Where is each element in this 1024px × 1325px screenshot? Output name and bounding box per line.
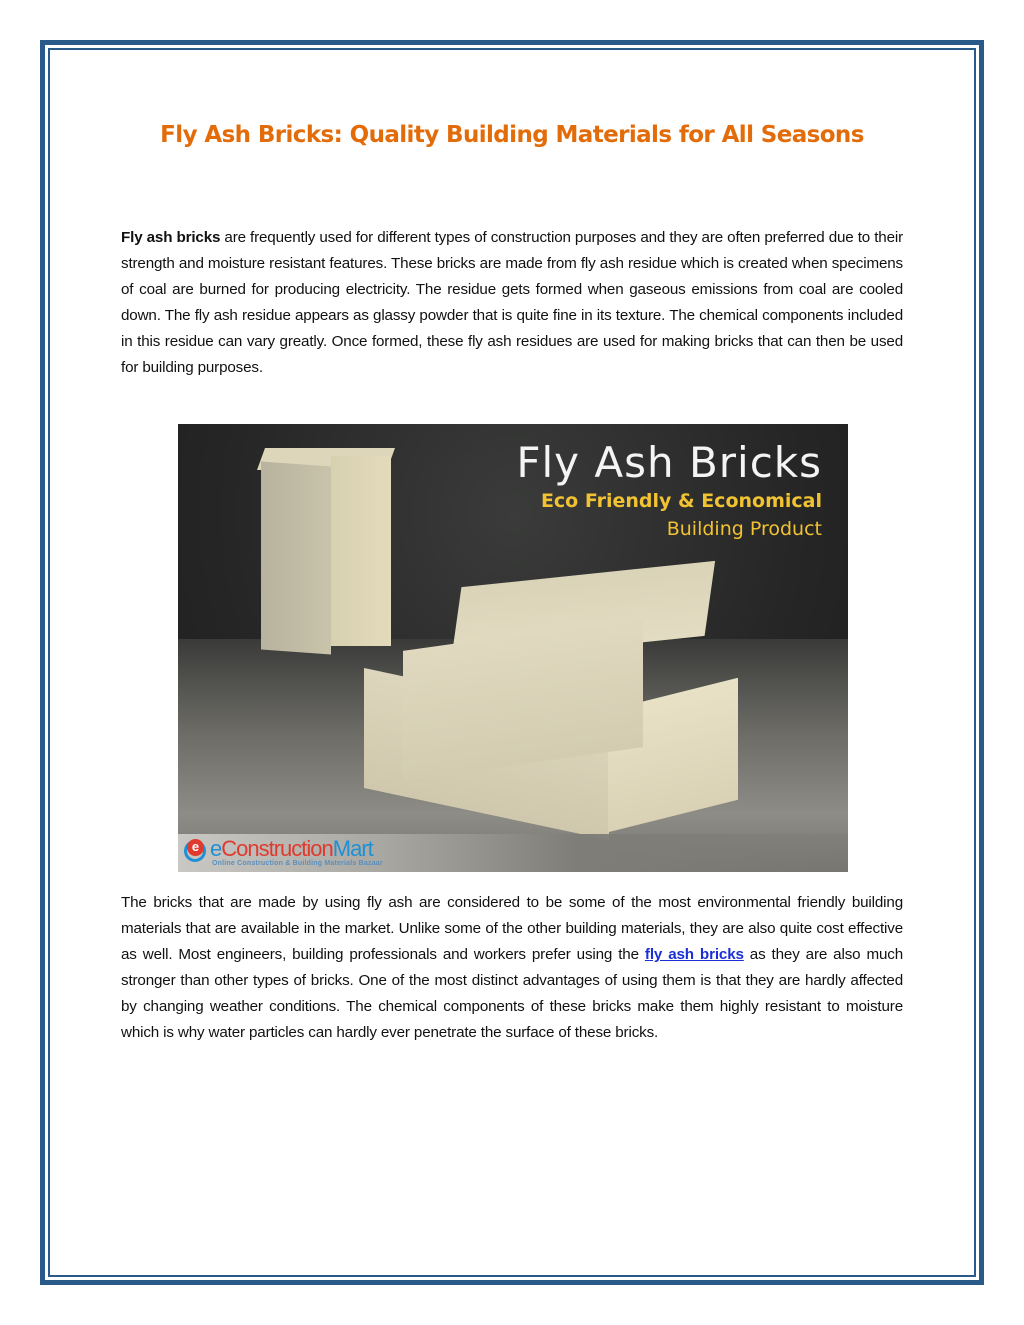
- logo-wordmark-e: e: [210, 836, 222, 861]
- image-subline-1: Eco Friendly & Economical: [540, 490, 822, 512]
- page-title: Fly Ash Bricks: Quality Building Materials for All Seasons: [160, 122, 864, 148]
- logo-tagline: Online Construction & Building Materials Bazaar: [212, 860, 383, 867]
- logo-e-icon: e: [187, 839, 204, 856]
- logo-wordmark: [210, 836, 373, 862]
- logo-wordmark-construction: Construction: [221, 836, 333, 861]
- body-text-after-link: as they are also much stronger than other types of bricks. One of the most distinct advantages of using them is that they are hardly affected by changing weather conditions. The chemical components of these bricks make them highly resistant to moisture which is why water particles can hardly ever penetrate the surface of these bricks.: [121, 946, 903, 1041]
- logo-wordmark-mart: Mart: [332, 836, 373, 861]
- body-paragraph: [121, 890, 903, 1046]
- body-text-before-link: The bricks that are made by using fly ash are considered to be some of the most environmental friendly building materials that are available in the market. Unlike some of the other building materials, they are also quite cost effective as well. Most engineers, building professionals and workers prefer using the: [121, 894, 903, 963]
- image-headline: Fly Ash Bricks: [516, 438, 822, 487]
- intro-text: are frequently used for different types of construction purposes and they are often preferred due to their strength and moisture resistant features. These bricks are made from fly ash residue which is created when specimens of coal are burned for producing electricity. The residue gets formed when gaseous emissions from coal are cooled down. The fly ash residue appears as glassy powder that is quite fine in its texture. The chemical components included in this residue can vary greatly. Once formed, these fly ash residues are used for making bricks that can then be used for building purposes.: [121, 229, 903, 376]
- brick-tall-side: [331, 456, 391, 646]
- intro-paragraph: [121, 225, 903, 381]
- intro-lead-bold: Fly ash bricks: [121, 229, 221, 246]
- image-subline-2: Building Product: [666, 518, 822, 540]
- fly-ash-bricks-link[interactable]: fly ash bricks: [644, 946, 744, 963]
- econstructionmart-logo-band: [178, 834, 848, 872]
- fly-ash-bricks-image: [178, 424, 848, 872]
- brick-tall-front: [261, 462, 331, 655]
